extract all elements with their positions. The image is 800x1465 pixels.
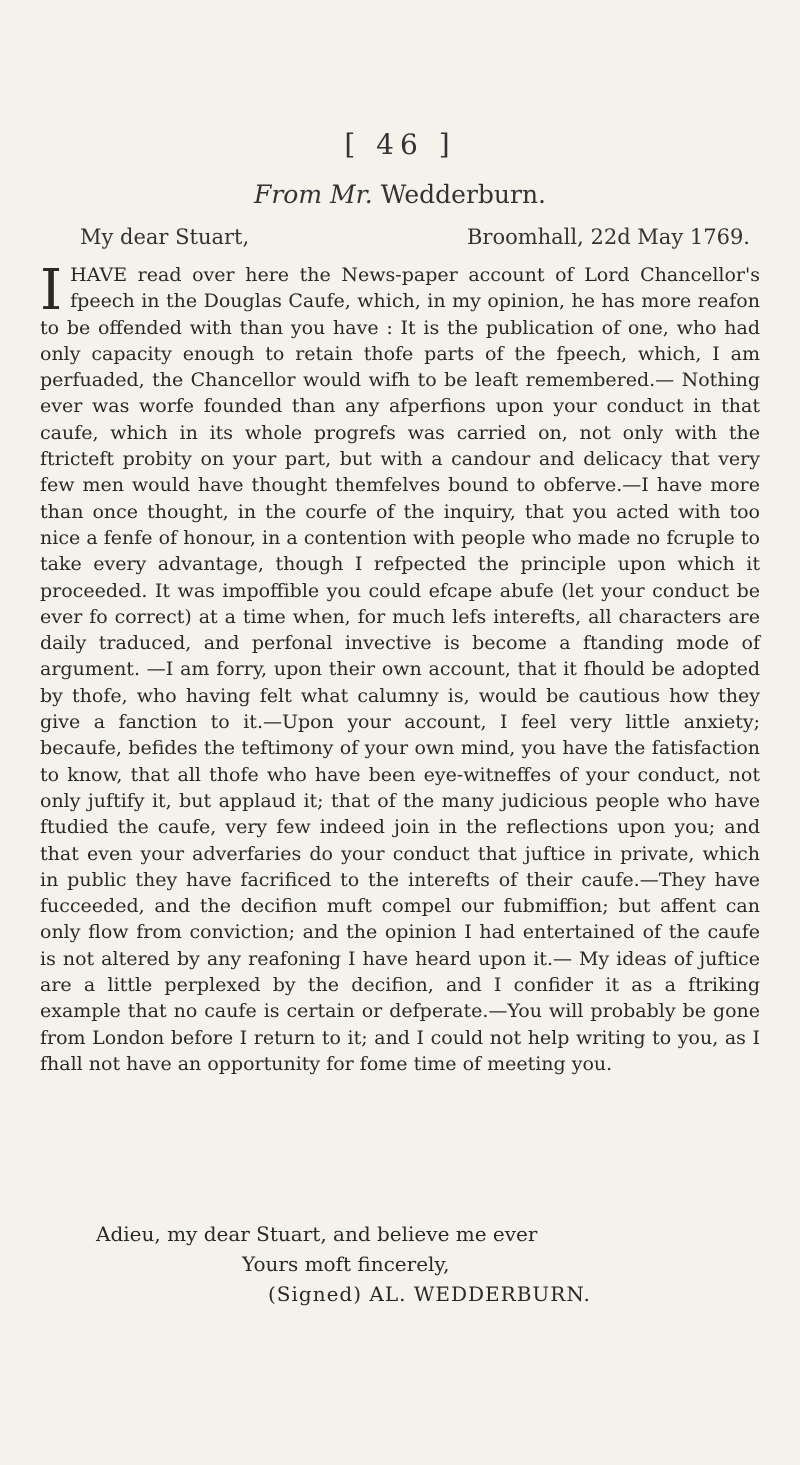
salutation-row (80, 225, 750, 257)
closing-adieu: Adieu, my dear Stuart, and believe me ever (96, 1222, 538, 1246)
letter-body-text: HAVE read over here the News-paper account of Lord Chancellor's fpeech in the Douglas Caufe, which, in my opinion, he has more reafon to be offended with than you have : It is the publication of one, who had only capacity enough to retain thofe parts of the fpeech, which, I am perfuaded, the Chancellor would wifh to be leaft remembered.— Nothing ever was worfe founded than any afperfions upon your conduct in that caufe, which in its whole progrefs was carried on, not only with the ftricteft probity on your part, but with a candour and delicacy that very few men would have thought themfelves bound to obferve.—I have more than once thought, in the courfe of the inquiry, that you acted with too nice a fenfe of honour, in a contention with people who made no fcruple to take every advantage, though I refpected the principle upon which it proceeded. It was impoffible you could efcape abufe (let your conduct be ever fo correct) at a time when, for much lefs interefts, all characters are daily traduced, and perfonal invective is become a ftanding mode of argument. —I am forry, upon their own account, that it fhould be adopted by thofe, who having felt what calumny is, would be cautious how they give a fanction to it.—Upon your account, I feel very little anxiety; becaufe, befides the teftimony of your own mind, you have the fatisfaction to know, that all thofe who have been eye-witneffes of your conduct, not only juftify it, but applaud it; that of the many judicious people who have ftudied the caufe, very few indeed join in the reflections upon you; and that even your adverfaries do your conduct that juftice in private, which in public they have facrificed to the interefts of their caufe.—They have fucceeded, and the decifion muft compel our fubmiffion; but affent can only flow from conviction; and the opinion I had entertained of the caufe is not altered by any reafoning I have heard upon it.— My ideas of juftice are a little perplexed by the decifion, and I confider it as a ftriking example that no caufe is certain or defperate.—You will probably be gone from London before I return to it; and I could not help writing to you, as I fhall not have an opportunity for fome time of meeting you. (40, 264, 760, 1075)
salutation: My dear Stuart, (80, 225, 250, 249)
letter-from-heading (0, 180, 800, 209)
page-number: [ 46 ] (344, 128, 456, 161)
dateline: Broomhall, 22d May 1769. (466, 225, 750, 249)
from-prefix: From Mr. (253, 180, 373, 209)
drop-cap: I (40, 258, 63, 323)
letter-body (40, 258, 760, 1077)
from-name: Wedderburn. (380, 180, 546, 209)
signature: (Signed) AL. WEDDERBURN. (268, 1282, 591, 1306)
closing-yours: Yours moft fincerely, (242, 1252, 450, 1276)
